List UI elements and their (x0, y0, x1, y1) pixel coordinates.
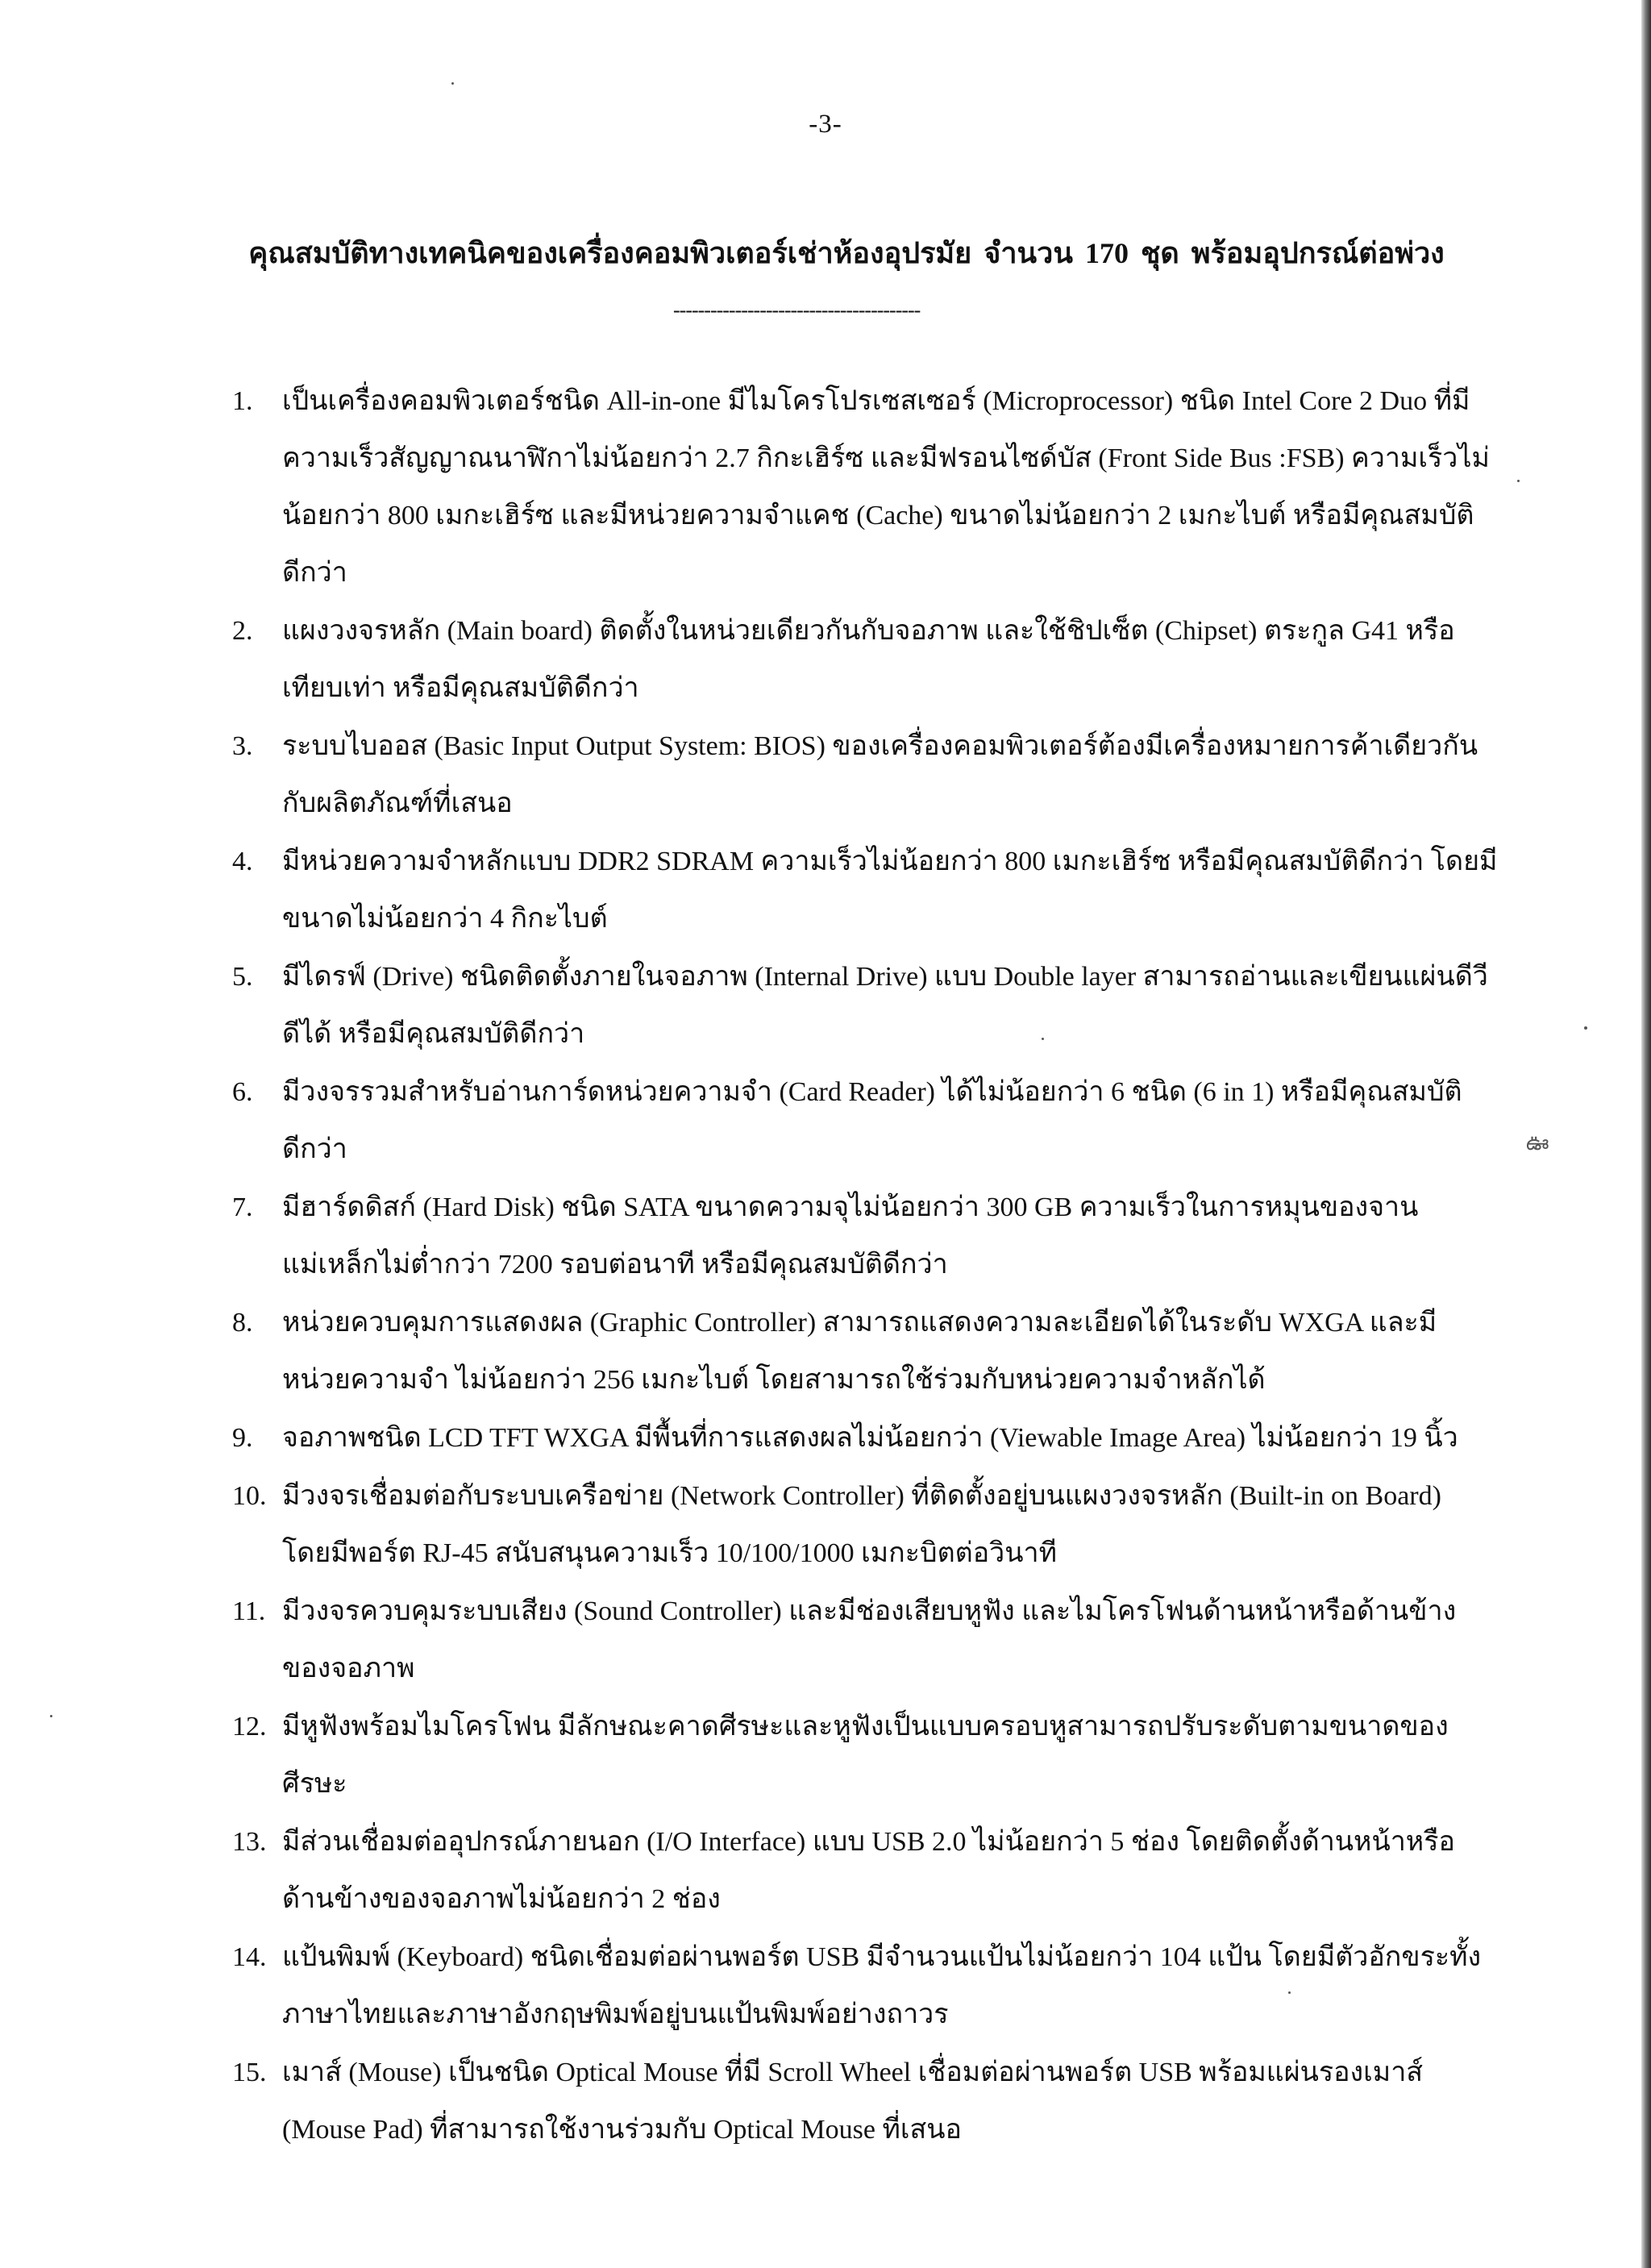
spec-item-number: 6. (232, 1077, 253, 1107)
spec-item (232, 602, 1506, 717)
spec-item-line: มีหน่วยความจำหลักแบบ DDR2 SDRAM ความเร็วไม่น้อยกว่า 800 เมกะเฮิร์ซ หรือมีคุณสมบัติดีกว่า โดยมี (282, 847, 1498, 876)
title-underline-dashes: ---------------------------------------- (673, 298, 921, 322)
scan-speck (1288, 1991, 1291, 1994)
spec-item-line: แผงวงจรหลัก (Main board) ติดตั้งในหน่วยเดียวกันกับจอภาพ และใช้ชิปเซ็ต (Chipset) ตระกูล G41 หรือ (282, 616, 1455, 646)
spec-item-text (282, 1179, 1506, 1293)
spec-item-number: 7. (232, 1192, 253, 1222)
spec-item (232, 948, 1506, 1063)
spec-item-text (282, 1409, 1506, 1467)
scan-speck (1584, 1026, 1587, 1030)
spec-item (232, 718, 1506, 832)
spec-item-text (282, 1929, 1506, 2043)
spec-item-text (282, 1698, 1506, 1812)
spec-item-line: หน่วยความจำ ไม่น้อยกว่า 256 เมกะไบต์ โดยสามารถใช้ร่วมกับหน่วยความจำหลักได้ (282, 1365, 1266, 1395)
spec-item-text (282, 1063, 1506, 1178)
scan-smudge: ఊ (1526, 1131, 1549, 1155)
spec-item-text (282, 372, 1506, 601)
spec-item (232, 2044, 1506, 2158)
specification-list (232, 372, 1506, 2159)
spec-item-number: 12. (232, 1712, 267, 1742)
spec-item (232, 372, 1506, 601)
spec-item-line: มีวงจรรวมสำหรับอ่านการ์ดหน่วยความจำ (Card Reader) ได้ไม่น้อยกว่า 6 ชนิด (6 in 1) หรือมีคุณสมบัติ (282, 1077, 1462, 1107)
spec-item-line: โดยมีพอร์ต RJ-45 สนับสนุนความเร็ว 10/100/1000 เมกะบิตต่อวินาที (282, 1538, 1057, 1568)
spec-item (232, 1467, 1506, 1582)
spec-item (232, 833, 1506, 947)
spec-item-number: 4. (232, 847, 253, 876)
spec-item (232, 1063, 1506, 1178)
spec-item-line: มีไดรฟ์ (Drive) ชนิดติดตั้งภายในจอภาพ (Internal Drive) แบบ Double layer สามารถอ่านและเขียนแผ่นดีวี (282, 962, 1488, 992)
spec-item-number: 1. (232, 386, 253, 416)
spec-item-text (282, 602, 1506, 717)
spec-item-line: (Mouse Pad) ที่สามารถใช้งานร่วมกับ Optical Mouse ที่เสนอ (282, 2115, 962, 2145)
spec-item (232, 1583, 1506, 1697)
spec-item-line: แป้นพิมพ์ (Keyboard) ชนิดเชื่อมต่อผ่านพอร์ต USB มีจำนวนแป้นไม่น้อยกว่า 104 แป้น โดยมีตัวอักขระทั้ง (282, 1942, 1482, 1972)
spec-item-line: มีส่วนเชื่อมต่ออุปกรณ์ภายนอก (I/O Interface) แบบ USB 2.0 ไม่น้อยกว่า 5 ช่อง โดยติดตั้งด้านหน้าหรือ (282, 1827, 1455, 1857)
spec-item (232, 1179, 1506, 1293)
spec-item-line: มีหูฟังพร้อมไมโครโฟน มีลักษณะคาดศีรษะและหูฟังเป็นแบบครอบหูสามารถปรับระดับตามขนาดของ (282, 1712, 1449, 1742)
spec-item-number: 3. (232, 731, 253, 761)
page-number: -3- (809, 110, 842, 139)
spec-item-text (282, 1294, 1506, 1409)
spec-item-line: มีวงจรเชื่อมต่อกับระบบเครือข่าย (Network Controller) ที่ติดตั้งอยู่บนแผงวงจรหลัก (Built-in on Board) (282, 1481, 1441, 1511)
spec-item-line: ความเร็วสัญญาณนาฬิกาไม่น้อยกว่า 2.7 กิกะเฮิร์ซ และมีฟรอนไซด์บัส (Front Side Bus :FSB) ความเร็วไม่ (282, 443, 1490, 473)
spec-item-line: มีวงจรควบคุมระบบเสียง (Sound Controller) และมีช่องเสียบหูฟัง และไมโครโฟนด้านหน้าหรือด้านข้าง (282, 1596, 1457, 1626)
spec-item (232, 1409, 1506, 1467)
spec-item-line: ดีได้ หรือมีคุณสมบัติดีกว่า (282, 1019, 585, 1049)
spec-item-number: 10. (232, 1481, 267, 1511)
spec-item (232, 1929, 1506, 2043)
spec-item-number: 8. (232, 1308, 253, 1338)
spec-item-number: 15. (232, 2058, 267, 2087)
scan-edge-shadow (1641, 0, 1651, 2268)
scan-speck (451, 82, 454, 85)
spec-item-line: ระบบไบออส (Basic Input Output System: BIOS) ของเครื่องคอมพิวเตอร์ต้องมีเครื่องหมายการค้าเดียวกัน (282, 731, 1478, 761)
spec-item-text (282, 1813, 1506, 1928)
spec-item-text (282, 718, 1506, 832)
spec-item-number: 13. (232, 1827, 267, 1857)
spec-item-line: เทียบเท่า หรือมีคุณสมบัติดีกว่า (282, 673, 639, 703)
spec-item (232, 1698, 1506, 1812)
spec-item-line: ด้านข้างของจอภาพไม่น้อยกว่า 2 ช่อง (282, 1884, 721, 1914)
spec-item-line: จอภาพชนิด LCD TFT WXGA มีพื้นที่การแสดงผลไม่น้อยกว่า (Viewable Image Area) ไม่น้อยกว่า 19 นิ้ว (282, 1423, 1458, 1453)
spec-item-number: 2. (232, 616, 253, 646)
spec-item-line: กับผลิตภัณฑ์ที่เสนอ (282, 789, 513, 818)
spec-item-line: ดีกว่า (282, 558, 347, 588)
spec-item-line: หน่วยควบคุมการแสดงผล (Graphic Controller) สามารถแสดงความละเอียดได้ในระดับ WXGA และมี (282, 1308, 1437, 1338)
spec-item-number: 5. (232, 962, 253, 992)
spec-item-number: 14. (232, 1942, 267, 1972)
spec-item-text (282, 948, 1506, 1063)
spec-item-text (282, 2044, 1506, 2158)
spec-item (232, 1813, 1506, 1928)
document-title: คุณสมบัติทางเทคนิคของเครื่องคอมพิวเตอร์เช่าห้องอุปรมัย จำนวน 170 ชุด พร้อมอุปกรณ์ต่อพ่วง (248, 237, 1445, 269)
spec-item (232, 1294, 1506, 1409)
spec-item-text (282, 1467, 1506, 1582)
spec-item-line: น้อยกว่า 800 เมกะเฮิร์ซ และมีหน่วยความจำแคช (Cache) ขนาดไม่น้อยกว่า 2 เมกะไบต์ หรือมีคุณสมบัติ (282, 501, 1474, 531)
spec-item-number: 9. (232, 1423, 253, 1453)
spec-item-line: แม่เหล็กไม่ต่ำกว่า 7200 รอบต่อนาที หรือมีคุณสมบัติดีกว่า (282, 1250, 948, 1280)
spec-item-text (282, 1583, 1506, 1697)
spec-item-line: มีฮาร์ดดิสก์ (Hard Disk) ชนิด SATA ขนาดความจุไม่น้อยกว่า 300 GB ความเร็วในการหมุนของจาน (282, 1192, 1419, 1222)
spec-item-line: ภาษาไทยและภาษาอังกฤษพิมพ์อยู่บนแป้นพิมพ์อย่างถาวร (282, 2000, 949, 2029)
scan-speck (1042, 1038, 1044, 1040)
spec-item-text (282, 833, 1506, 947)
spec-item-number: 11. (232, 1596, 266, 1626)
spec-item-line: ขนาดไม่น้อยกว่า 4 กิกะไบต์ (282, 904, 608, 934)
spec-item-line: เป็นเครื่องคอมพิวเตอร์ชนิด All-in-one มีไมโครโปรเซสเซอร์ (Microprocessor) ชนิด Intel Core 2 Duo ที่มี (282, 386, 1470, 416)
spec-item-line: ศีรษะ (282, 1769, 347, 1799)
spec-item-line: เมาส์ (Mouse) เป็นชนิด Optical Mouse ที่มี Scroll Wheel เชื่อมต่อผ่านพอร์ต USB พร้อมแผ่นรองเมาส์ (282, 2058, 1424, 2087)
spec-item-line: ของจอภาพ (282, 1654, 415, 1683)
scan-speck (1517, 480, 1520, 482)
spec-item-line: ดีกว่า (282, 1134, 347, 1164)
scan-speck (50, 1715, 52, 1717)
